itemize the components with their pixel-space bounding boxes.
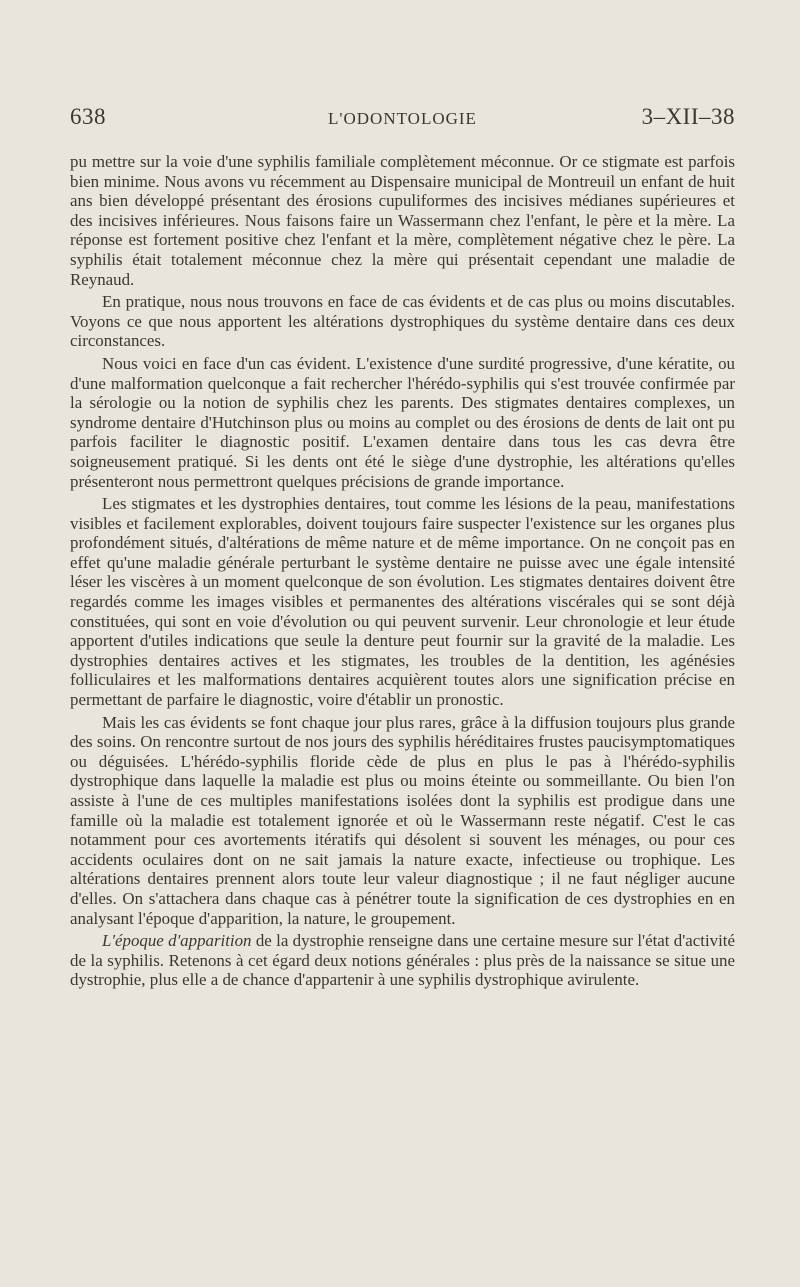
page-number: 638 bbox=[70, 104, 106, 129]
paragraph-6 bbox=[70, 931, 735, 990]
running-header bbox=[70, 104, 735, 138]
paragraph-3: Nous voici en face d'un cas évident. L'existence d'une surdité progressive, d'une kératite, ou d'une malformation quelconque a fait rechercher l'hérédo-syphilis qui s'est trouvée confirmée par la sérologie ou la notion de syphilis chez les parents. Des stigmates dentaires complexes, un syndrome dentaire d'Hutchinson plus ou moins au complet ou des érosions de dents de lait ont pu parfois faciliter le diagnostic positif. L'examen dentaire dans tous les cas devra être soigneusement pratiqué. Si les dents ont été le siège d'une dystrophie, les altérations qu'elles présenteront nous permettront quelques précisions de grande importance. bbox=[70, 353, 735, 491]
italic-lead-phrase: L'époque d'apparition bbox=[102, 931, 252, 951]
article-body bbox=[70, 152, 735, 993]
paragraph-5: Mais les cas évidents se font chaque jour plus rares, grâce à la diffusion toujours plus grande des soins. On rencontre surtout de nos jours des syphilis héréditaires frustes paucisymptomatiques ou déguisées. L'hérédo-syphilis floride cède de plus en plus le pas à l'hérédo-syphilis dystrophique dans laquelle la maladie est plus ou moins éteinte ou sommeillante. Ou bien l'on assiste à l'une de ces multiples manifestations isolées dont la syphilis est prodigue dans une famille où la maladie est totalement ignorée et où le Wassermann reste négatif. C'est le cas notamment pour ces avortements itératifs qui désolent si souvent les ménages, ou pour ces accidents oculaires dont on ne sait jamais la nature exacte, infectieuse ou trophique. Les altérations dentaires prennent alors toute leur valeur diagnostique ; il ne faut négliger aucune d'elles. On s'attachera dans chaque cas à pénétrer toute la signification de ces dystrophies en en analysant l'époque d'apparition, la nature, le groupement. bbox=[70, 712, 735, 928]
paragraph-2: En pratique, nous nous trouvons en face de cas évidents et de cas plus ou moins discutables. Voyons ce que nous apportent les altérations dystrophiques du système dentaire dans ces deux circonstances. bbox=[70, 292, 735, 351]
journal-title: L'ODONTOLOGIE bbox=[328, 109, 477, 128]
issue-date: 3–XII–38 bbox=[641, 104, 735, 129]
paragraph-4: Les stigmates et les dystrophies dentaires, tout comme les lésions de la peau, manifestations visibles et facilement explorables, doivent toujours faire suspecter l'existence sur les organes plus profondément situés, d'altérations de même nature et de même importance. On ne conçoit pas en effet qu'une maladie générale perturbant le système dentaire ne puisse avec une égale intensité léser les viscères à un moment quelconque de son évolution. Les stigmates dentaires doivent être regardés comme les images visibles et permanentes des altérations viscérales qui se sont déjà constituées, qui sont en voie d'évolution ou qui peuvent survenir. Leur chronologie et leur étude apportent d'utiles indications que seule la denture peut fournir sur la gravité de la maladie. Les dystrophies dentaires actives et les stigmates, les troubles de la dentition, les agénésies folliculaires et les malformations dentaires acquièrent toutes alors une signification précise en permettant de parfaire le diagnostic, voire d'établir un pronostic. bbox=[70, 494, 735, 710]
paragraph-6-text: de la dystrophie renseigne dans une certaine mesure sur l'état d'activité de la syphilis. Retenons à cet égard deux notions générales : plus près de la naissance se situe une dystrophie, plus elle a de chance d'appartenir à une syphilis dystrophique avirulente. bbox=[70, 931, 735, 990]
paragraph-1: pu mettre sur la voie d'une syphilis familiale complètement méconnue. Or ce stigmate est parfois bien minime. Nous avons vu récemment au Dispensaire municipal de Montreuil un enfant de huit ans bien développé présentant des érosions cupuliformes des incisives médianes supérieures et des incisives inférieures. Nous faisons faire un Wassermann chez l'enfant, le père et la mère. La réponse est fortement positive chez l'enfant et la mère, complètement négative chez le père. La syphilis était totalement méconnue chez la mère qui présentait cependant une maladie de Reynaud. bbox=[70, 152, 735, 289]
